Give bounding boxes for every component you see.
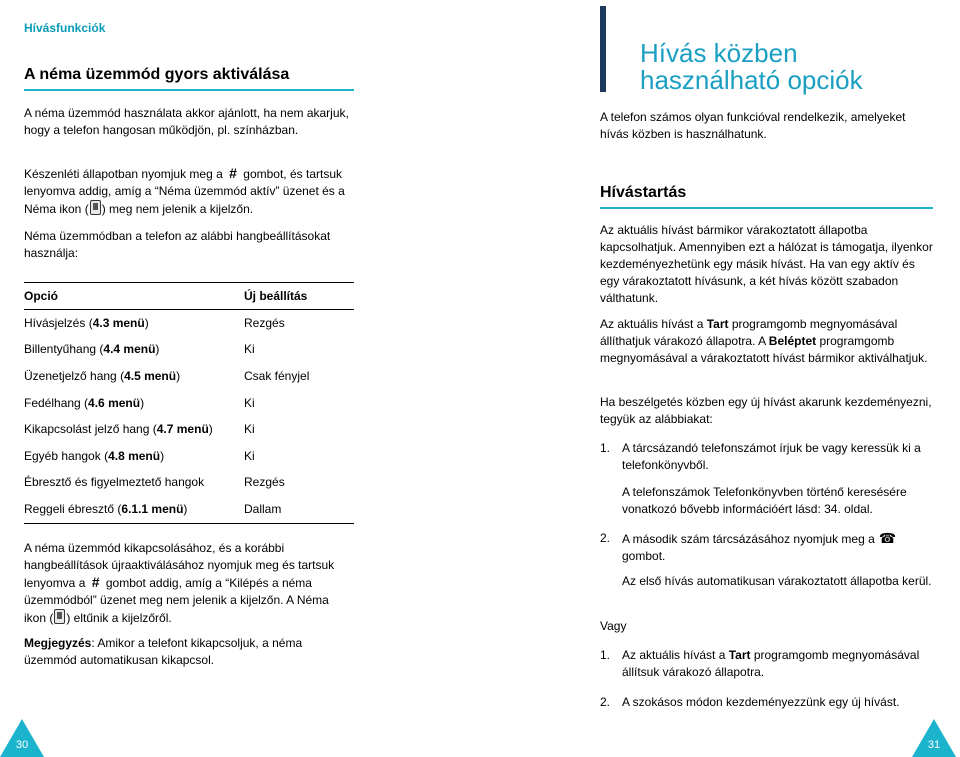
right-paragraph-2: Az aktuális hívást a Tart programgomb megnyomásával állíthatjuk várakozó állapotra. A Beléptet programgomb megnyomásával a várakoztatott hívást bármikor aktiválhatjuk. [600,317,928,365]
right-paragraph-3: Ha beszélgetés közben egy új hívást akarunk kezdeményezni, tegyük az alábbiakat: [600,395,932,426]
p2-text-a: Készenléti állapotban nyomjuk meg a [24,167,223,181]
left-page-number: 30 [15,739,29,751]
note-text: : Amikor a telefont kikapcsoljuk, a néma üzemmód automatikusan kikapcsol. [24,636,303,667]
hash-key-icon: # [91,574,100,590]
header-option: Opció [24,288,59,303]
hash-key-icon: # [229,165,237,181]
option-cell: Reggeli ébresztő (6.1.1 menü) [24,501,188,516]
table-row [24,363,354,390]
header-new-setting: Új beállítás [244,288,308,303]
right-page-banner-title: Hívás közben használható opciók [640,38,863,95]
step-text: A szokásos módon kezdeményezzünk egy új hívást. [622,695,900,709]
alt-step-2 [600,694,934,714]
sound-settings-table [24,282,354,524]
note-label: Megjegyzés [24,636,92,650]
banner-bar [600,6,606,92]
value-cell: Dallam [244,501,282,516]
table-row [24,390,354,417]
send-key-icon: ☎ [878,530,897,546]
step-number: 1. [600,648,611,662]
step-text: A tárcsázandó telefonszámot írjuk be vagy keressük ki a telefonkönyvből. [622,441,921,472]
left-paragraph-1: A néma üzemmód használata akkor ajánlott, ha nem akarjuk, hogy a telefon hangosan működjön, pl. színházban. [24,106,349,137]
step-2-note: Az első hívás automatikusan várakoztatott állapotba kerül. [622,574,932,588]
step-1-note: A telefonszámok Telefonkönyvben történő keresésére vonatkozó bővebb információért lásd: 34. oldal. [622,485,907,516]
step-number: 1. [600,441,611,455]
left-paragraph-3: Néma üzemmódban a telefon az alábbi hangbeállításokat használja: [24,229,331,260]
option-cell: Hívásjelzés (4.3 menü) [24,315,149,330]
value-cell: Rezgés [244,315,285,330]
option-cell: Üzenetjelző hang (4.5 menü) [24,368,181,383]
step-number: 2. [600,695,611,709]
table-row [24,337,354,364]
table-row [24,443,354,470]
table-row [24,470,354,497]
table-header-row [24,283,354,310]
value-cell: Ki [244,342,255,357]
option-cell: Ébresztő és figyelmeztető hangok [24,475,205,490]
p2-text-c: ) meg nem jelenik a kijelzőn. [101,202,254,216]
right-page-marker [912,719,956,757]
silent-mode-icon [54,609,65,624]
value-cell: Ki [244,395,255,410]
table-row [24,310,354,337]
option-cell: Fedélhang (4.6 menü) [24,395,145,410]
right-intro: A telefon számos olyan funkcióval rendelkezik, amelyeket hívás közben is használhatunk. [600,110,906,141]
value-cell: Ki [244,422,255,437]
step-1 [600,440,934,480]
right-page-number: 31 [927,739,941,751]
value-cell: Ki [244,448,255,463]
table-row [24,496,354,523]
p2-text-b: gombot, és tartsuk lenyomva addig, amíg a “Néma üzemmód aktív” üzenet és a Néma ikon ( [24,167,345,216]
option-cell: Billentyűhang (4.4 menü) [24,342,160,357]
option-cell: Kikapcsolást jelző hang (4.7 menü) [24,422,213,437]
silent-mode-icon [90,200,101,215]
table-row [24,416,354,443]
value-cell: Rezgés [244,475,285,490]
left-paragraph-4: A néma üzemmód kikapcsolásához, és a korábbi hangbeállítások újraaktiválásához nyomjuk meg és tartsuk lenyomva a # gombot addig, amíg a “Kilépés a néma üzemmódból” üzenet meg nem jelenik a kijelzőn. A Néma ikon ( ) eltűnik a kijelzőről. [24,541,335,625]
alt-step-1 [600,647,934,687]
section-tag: Hívásfunkciók [24,21,106,35]
step-number: 2. [600,531,611,545]
right-paragraph-1: Az aktuális hívást bármikor várakoztatott állapotba kapcsolhatjuk. Amennyiben ezt a hálózat is támogatja, ilyenkor kezdeményezhetünk egy másik hívást. Ha van egy aktív és egy várakoztatott hívásunk, a két hívás között szabadon válthatunk. [600,223,933,305]
note-paragraph [24,635,354,669]
step-text: Az aktuális hívást a Tart programgomb megnyomásával állítsuk várakozó állapotra. [622,648,920,679]
step-2 [600,530,934,570]
left-page-marker [0,719,44,757]
value-cell: Csak fényjel [244,368,310,383]
left-paragraph-2 [24,165,354,218]
right-section-heading: Hívástartás [600,184,933,209]
left-page-title: A néma üzemmód gyors aktiválása [24,66,354,91]
or-label: Vagy [600,619,627,633]
step-text: A második szám tárcsázásához nyomjuk meg a ☎ gombot. [622,530,897,563]
option-cell: Egyéb hangok (4.8 menü) [24,448,165,463]
